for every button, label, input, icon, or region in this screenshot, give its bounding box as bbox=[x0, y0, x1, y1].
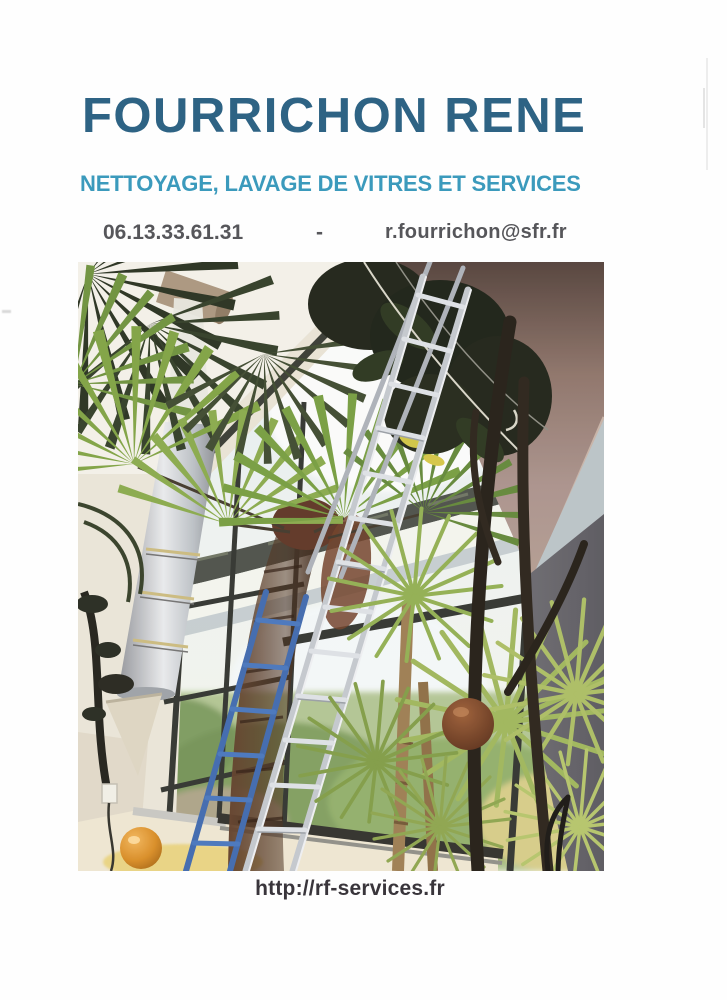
separator-dash: - bbox=[316, 221, 323, 244]
conservatory-illustration bbox=[78, 262, 604, 871]
scan-artifact-right-line bbox=[706, 58, 708, 170]
scan-artifact-left bbox=[2, 310, 11, 313]
contact-line bbox=[0, 221, 727, 251]
phone-number: 06.13.33.61.31 bbox=[103, 221, 244, 244]
scan-artifact-right-tick bbox=[703, 88, 705, 128]
website-url: http://rf-services.fr bbox=[255, 877, 445, 900]
email-address: r.fourrichon@sfr.fr bbox=[385, 221, 567, 243]
page-title: FOURRICHON RENE bbox=[82, 89, 587, 143]
conservatory-photo bbox=[78, 262, 604, 871]
page-subtitle: NETTOYAGE, LAVAGE DE VITRES ET SERVICES bbox=[80, 171, 581, 196]
photo-warm-overlay bbox=[78, 262, 604, 871]
